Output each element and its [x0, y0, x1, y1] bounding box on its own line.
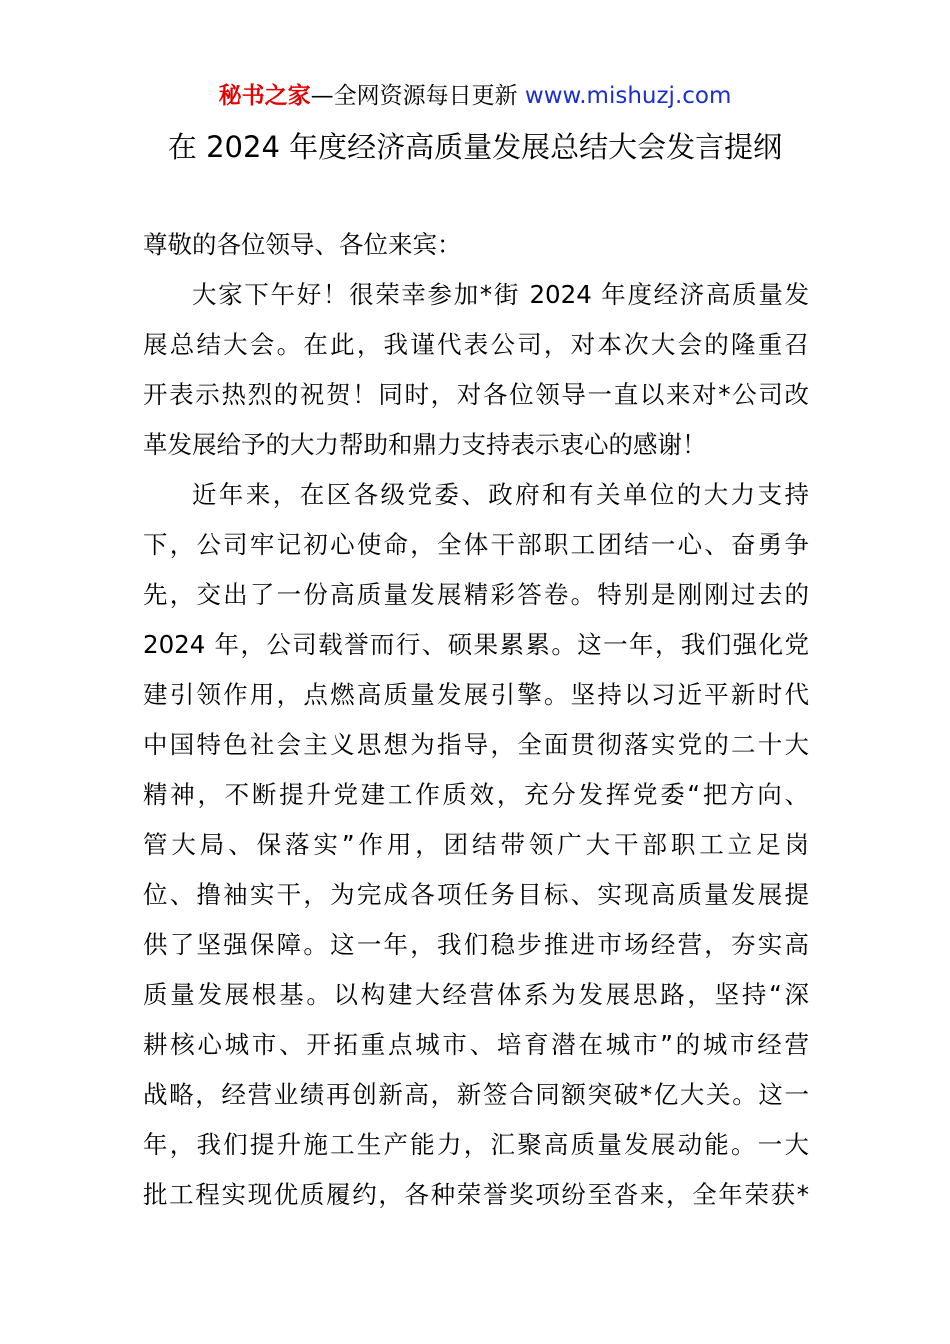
text-line: 展总结大会。在此，我谨代表公司，对本次大会的隆重召 — [143, 330, 809, 359]
salutation: 尊敬的各位领导、各位来宾： — [143, 230, 462, 259]
text-line: 年，我们提升施工生产能力，汇聚高质量发展动能。一大 — [143, 1130, 809, 1159]
text-line: 近年来，在区各级党委、政府和有关单位的大力支持 — [192, 480, 809, 509]
text-line: 大家下午好！很荣幸参加*街 2024 年度经济高质量发 — [192, 280, 809, 309]
text-line: 质量发展根基。以构建大经营体系为发展思路，坚持“深 — [143, 980, 809, 1009]
document-body — [143, 220, 809, 1220]
text-line: 先，交出了一份高质量发展精彩答卷。特别是刚刚过去的 — [143, 580, 809, 609]
text-line: 精神，不断提升党建工作质效，充分发挥党委“把方向、 — [143, 780, 809, 809]
text-line: 革发展给予的大力帮助和鼎力支持表示衷心的感谢！ — [143, 430, 707, 459]
text-line: 开表示热烈的祝贺！同时，对各位领导一直以来对*公司改 — [143, 380, 809, 409]
header-tagline: —全网资源每日更新 — [310, 83, 518, 109]
text-line: 管大局、保落实”作用，团结带领广大干部职工立足岗 — [143, 830, 809, 859]
text-line: 建引领作用，点燃高质量发展引擎。坚持以习近平新时代 — [143, 680, 809, 709]
text-line: 中国特色社会主义思想为指导，全面贯彻落实党的二十大 — [143, 730, 809, 759]
brand-name: 秘书之家 — [218, 83, 311, 109]
site-url[interactable]: www.mishuzj.com — [524, 83, 732, 109]
document-title: 在 2024 年度经济高质量发展总结大会发言提纲 — [167, 130, 783, 164]
text-line: 位、撸袖实干，为完成各项任务目标、实现高质量发展提 — [143, 880, 809, 909]
text-line: 下，公司牢记初心使命，全体干部职工团结一心、奋勇争 — [143, 530, 809, 559]
text-line: 耕核心城市、开拓重点城市、培育潜在城市”的城市经营 — [143, 1030, 809, 1059]
paragraph-2 — [143, 470, 809, 1220]
text-line: 批工程实现优质履约，各种荣誉奖项纷至沓来，全年荣获* — [143, 1180, 809, 1209]
site-header — [0, 80, 950, 112]
text-line: 供了坚强保障。这一年，我们稳步推进市场经营，夯实高 — [143, 930, 809, 959]
text-line: 2024 年，公司载誉而行、硕果累累。这一年，我们强化党 — [143, 630, 809, 659]
text-line: 战略，经营业绩再创新高，新签合同额突破*亿大关。这一 — [143, 1080, 809, 1109]
paragraph-1 — [143, 270, 809, 470]
